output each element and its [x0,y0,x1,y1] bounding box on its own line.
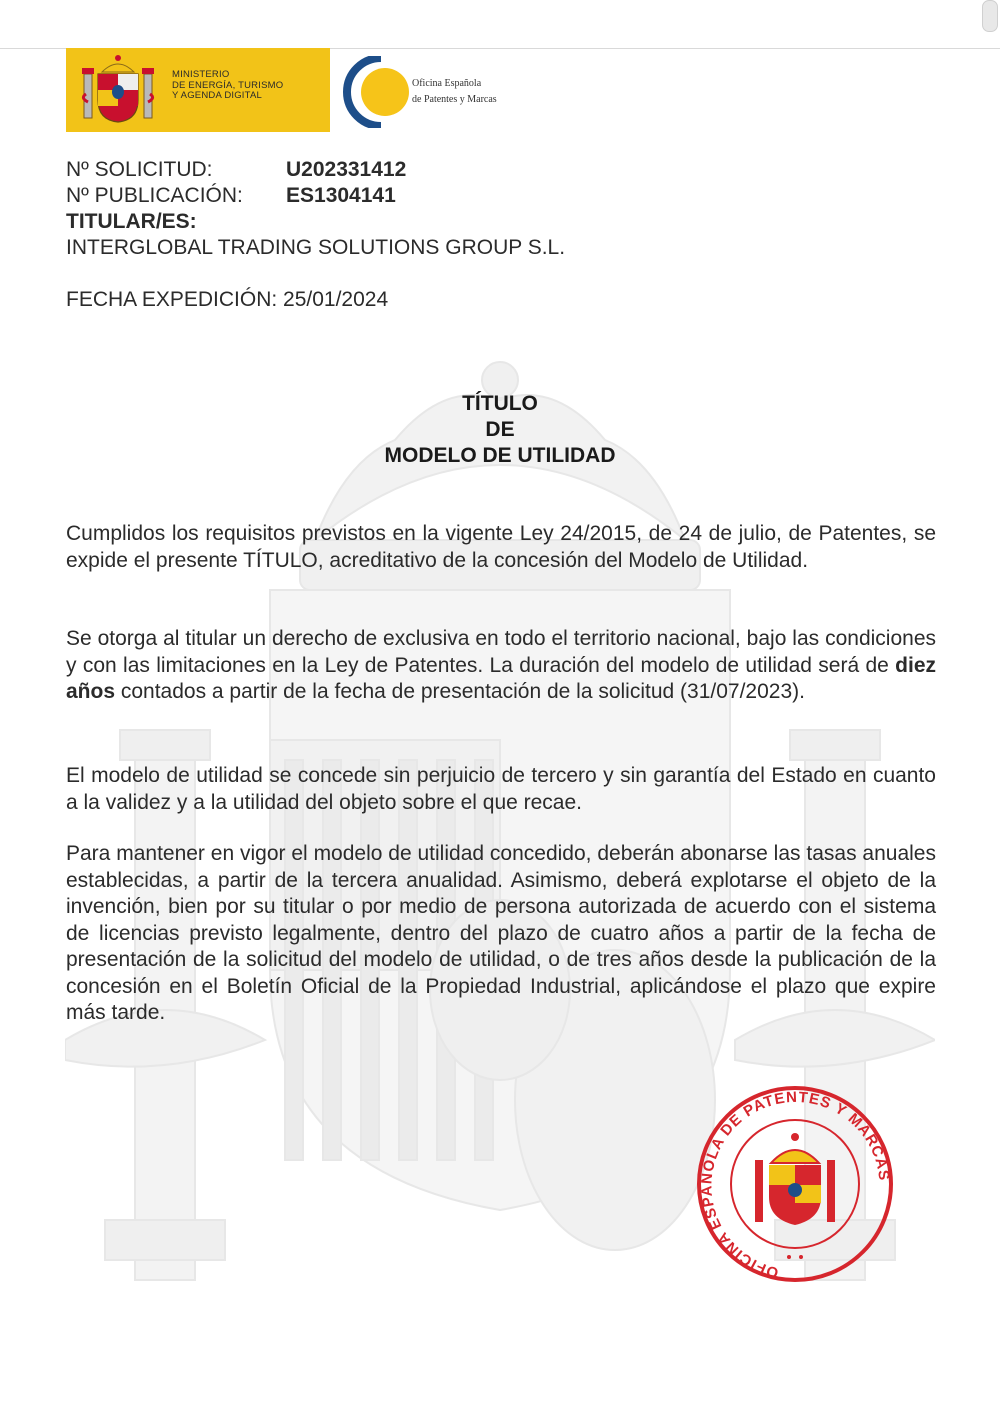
ministry-name [172,70,322,102]
viewer-top-bar [0,0,1000,49]
titular-label: TITULAR/ES: [66,210,197,233]
oepm-line-2: de Patentes y Marcas [412,94,497,105]
paragraph-3: El modelo de utilidad se concede sin perjuicio de tercero y sin garantía del Estado en cuanto a la validez y a la utilidad del objeto sobre el que recae. [66,764,936,814]
solicitud-label: Nº SOLICITUD: [66,158,213,181]
solicitud-value: U202331412 [286,158,407,181]
seal-text: OFICINA ESPAÑOLA DE PATENTES Y MARCAS [698,1088,893,1282]
title-line-1: TÍTULO [462,392,538,415]
publicacion-row [66,184,396,208]
oepm-name [412,76,542,108]
paragraph-2-bold: diez años [66,653,936,703]
paragraph-2-start: Se otorga al titular un derecho de exclusiva en todo el territorio nacional, bajo las condiciones y con las limitaciones en la Ley de Patentes. La duración del modelo de utilidad será de [66,627,936,677]
ministry-line-3: Y AGENDA DIGITAL [172,90,262,101]
publicacion-label: Nº PUBLICACIÓN: [66,184,243,207]
paragraph-1: Cumplidos los requisitos previstos en la vigente Ley 24/2015, de 24 de julio, de Patentes, se expide el presente TÍTULO, acreditativo de la concesión del Modelo de Utilidad. [66,522,936,572]
oepm-emblem-icon [343,56,409,128]
ministry-line-2: DE ENERGÍA, TURISMO [172,79,284,91]
solicitud-row [66,158,406,182]
oepm-line-1: Oficina Española [412,78,482,89]
publicacion-value: ES1304141 [286,184,396,207]
coat-of-arms-icon [80,54,156,126]
title-line-2: DE [485,418,515,441]
fecha-expedicion: FECHA EXPEDICIÓN: 25/01/2024 [66,288,389,311]
paragraph-4: Para mantener en vigor el modelo de utilidad concedido, deberán abonarse las tasas anuales establecidas, a partir de la tercera anualidad. Asimismo, deberá explotarse el objeto de la invención, bien por su titular o por medio de persona autorizada de acuerdo con el sistema de licencias previsto legalmente, dentro del plazo de cuatro años a partir de la fecha de presentación de la solicitud del modelo de utilidad, o de tres años desde la publicación de la concesión en el Boletín Oficial de la Propiedad Industrial, aplicándose el plazo que expire más tarde. [66,842,936,1024]
scroll-handle[interactable] [982,0,998,32]
title-line-3: MODELO DE UTILIDAD [384,444,616,467]
oepm-seal-icon [693,1085,898,1283]
oepm-logo [343,56,543,128]
ministry-line-1: MINISTERIO [172,69,230,80]
titular-value: INTERGLOBAL TRADING SOLUTIONS GROUP S.L. [66,236,566,259]
paragraph-2-end: contados a partir de la fecha de presentación de la solicitud (31/07/2023). [115,680,805,703]
ministry-logo [66,48,330,132]
paragraph-2 [66,626,936,706]
